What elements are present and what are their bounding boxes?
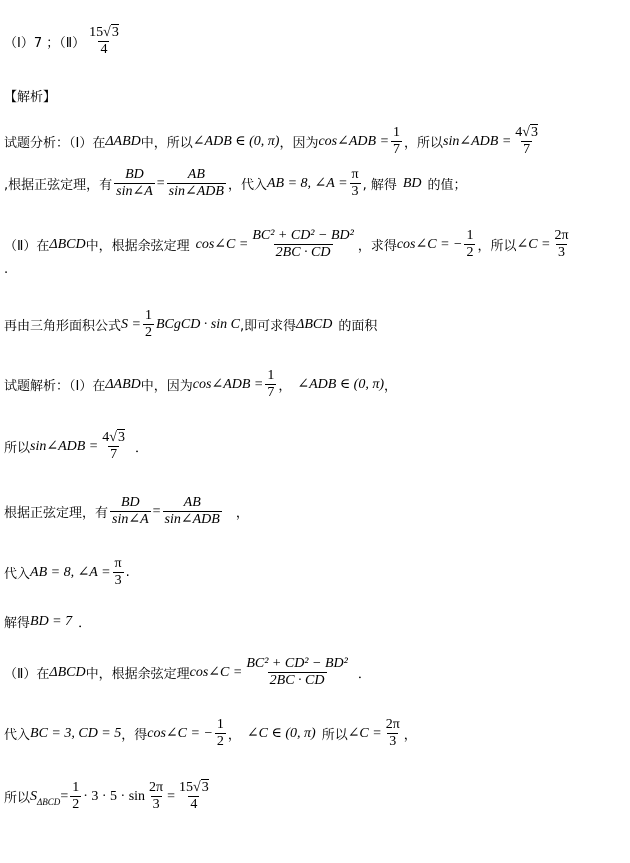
fraction: $\frac{4√3}{7}$ xyxy=(102,430,125,462)
solution-line-3: 根据正弦定理，有 $\frac{BD}{\sin\angle A}$ = $\frac{AB}{\text{sin∠ADB}}$ ， xyxy=(4,495,249,527)
fraction: $\frac{1}{7}$ xyxy=(393,125,401,157)
fraction: $\frac{\pi}{3}$ xyxy=(114,556,122,588)
fraction: $\frac{1}{2}$ xyxy=(216,717,224,749)
fraction: $\frac{\text{BC² + CD² − BD²}}{2BC \cdot CD}$ xyxy=(246,656,348,688)
fraction: $\frac{2\pi}{3}$ xyxy=(385,717,400,749)
trailing-period: . xyxy=(4,262,9,277)
fraction: $\frac{BD}{\sin\angle A}$ xyxy=(112,495,149,527)
analysis-line-3: （Ⅱ）在 ΔBCD 中，根据余弦定理 cos∠C = $\frac{\text{BC² + CD² − BD²}}{2BC \cdot CD}$ ，求得 cos∠C = − $\frac{1}{2}$ ，所以 ∠C = $\frac{2\pi}{3}$ xyxy=(4,228,569,260)
analysis-line-1: 试题分析：（Ⅰ）在 ΔABD 中，所以 ∠ADB ∈ (0, π) ，因为 cos∠ADB = $\frac{1}{7}$ ，所以 sin∠ADB = $\frac{4√3}{7}$ xyxy=(4,125,538,157)
solution-line-4: 代入 AB = 8, ∠A = $\frac{\pi}{3}$ . xyxy=(4,556,130,588)
fraction: $\frac{2\pi}{3}$ xyxy=(554,228,569,260)
analysis-line-4: 再由三角形面积公式 S = $\frac{1}{2}$ BCgCD · sin C ,即可求得 ΔBCD 的面积 xyxy=(4,308,378,340)
fraction: $\frac{1}{7}$ xyxy=(267,368,275,400)
solution-line-8: 所以 S ΔBCD = $\frac{1}{2}$ · 3 · 5 · sin $\frac{2\pi}{3}$ = $\frac{15√3}{4}$ xyxy=(4,780,209,812)
fraction: $\frac{1}{2}$ xyxy=(144,308,152,340)
fraction: $\frac{AB}{\text{sin∠ADB}}$ xyxy=(168,167,224,199)
solution-line-2: 所以 sin∠ADB = $\frac{4√3}{7}$ ． xyxy=(4,430,148,462)
fraction: $\frac{4√3}{7}$ xyxy=(515,125,538,157)
fraction: $\frac{15√3}{4}$ xyxy=(179,780,209,812)
answer-line xyxy=(4,25,123,58)
solution-line-6: （Ⅱ）在 ΔBCD 中，根据余弦定理 cos∠C = $\frac{\text{BC² + CD² − BD²}}{2BC \cdot CD}$ ． xyxy=(4,656,371,688)
fraction: $\frac{1}{2}$ xyxy=(466,228,474,260)
answer-part1: （Ⅰ）7 ；（Ⅱ） xyxy=(4,36,86,51)
solution-line-7: 代入 BC = 3, CD = 5 ，得 cos∠C = − $\frac{1}{2}$ ， ∠C ∈ (0, π) 所以 ∠C = $\frac{2\pi}{3}$ ， xyxy=(4,717,417,749)
solution-line-1: 试题解析：（Ⅰ）在 ΔABD 中，因为 cos∠ADB = $\frac{1}{7}$ ， ∠ADB ∈ (0, π) ， xyxy=(4,368,398,400)
fraction: $\frac{BD}{\sin\angle A}$ xyxy=(116,167,153,199)
analysis-line-2: ,根据正弦定理，有 $\frac{BD}{\sin\angle A}$ = $\frac{AB}{\text{sin∠ADB}}$ ，代入 AB = 8, ∠A = $\frac{\pi}{3}$ , 解得 BD 的值； xyxy=(4,167,467,199)
solution-line-5: 解得 BD = 7 ． xyxy=(4,613,92,631)
section-title: 【解析】 xyxy=(4,90,57,105)
fraction: $\frac{1}{2}$ xyxy=(72,780,80,812)
fraction: $\frac{\pi}{3}$ xyxy=(351,167,359,199)
fraction: $\frac{AB}{\text{sin∠ADB}}$ xyxy=(164,495,220,527)
fraction: $\frac{2\pi}{3}$ xyxy=(149,780,164,812)
answer-part2-fraction: $\frac{15√3}{4}$ xyxy=(89,25,119,57)
fraction: $\frac{\text{BC² + CD² − BD²}}{2BC \cdot CD}$ xyxy=(252,228,354,260)
